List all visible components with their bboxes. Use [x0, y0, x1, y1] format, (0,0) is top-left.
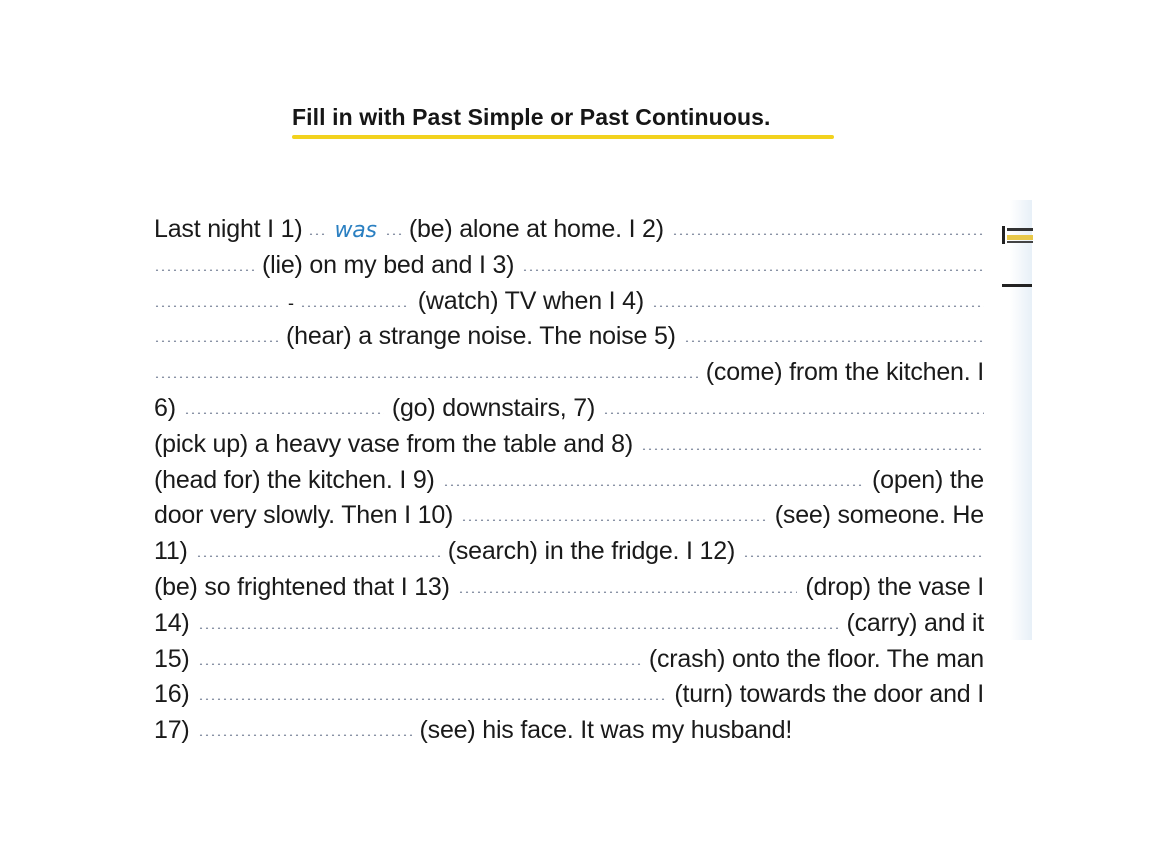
line-10-text-b: (search) in the fridge. I 12) [447, 537, 736, 566]
blank-12[interactable] [743, 555, 984, 557]
blank-1-trail [385, 233, 405, 235]
blank-3-cont-b[interactable] [300, 305, 410, 307]
line-1-text-b: (be) alone at home. I 2) [408, 215, 664, 243]
blank-16[interactable] [198, 698, 667, 700]
blank-13[interactable] [458, 591, 798, 593]
line-8-text-b: (open) the [872, 465, 984, 494]
text-line-6 [154, 391, 984, 427]
adjacent-page-mark [1002, 226, 1035, 244]
blank-8[interactable] [641, 448, 984, 450]
blank-2-cont[interactable] [154, 269, 254, 271]
line-8-text-a: (head for) the kitchen. I 9) [154, 465, 435, 494]
adjacent-page-mark-bar-c [1007, 241, 1033, 243]
blank-4[interactable] [652, 305, 984, 307]
line-13-text-a: 15) [154, 644, 190, 673]
line-12-text-b: (carry) and it [846, 608, 984, 637]
adjacent-page-mark-bar-b [1007, 235, 1033, 240]
text-line-1 [154, 212, 984, 248]
blank-6[interactable] [184, 412, 384, 414]
text-line-2 [154, 248, 984, 284]
text-line-10 [154, 534, 984, 570]
line-2-text: (lie) on my bed and I 3) [262, 250, 515, 279]
text-line-15 [154, 713, 984, 749]
stray-dash: - [288, 292, 294, 313]
blank-15[interactable] [198, 663, 641, 665]
line-11-text-a: (be) so frightened that I 13) [154, 572, 450, 601]
page-edge-shadow [1010, 200, 1032, 640]
blank-5-cont[interactable] [154, 376, 698, 378]
blank-4-cont[interactable] [154, 340, 278, 342]
line-7-text: (pick up) a heavy vase from the table and 8) [154, 429, 633, 458]
line-6-text-a: 6) [154, 393, 176, 422]
line-10-text-a: 11) [154, 537, 188, 566]
line-9-text-a: door very slowly. Then I 10) [154, 501, 454, 530]
blank-17[interactable] [198, 734, 412, 736]
title-underline [292, 135, 834, 139]
line-4-text: (hear) a strange noise. The noise 5) [286, 322, 676, 351]
blank-5[interactable] [684, 340, 984, 342]
blank-2[interactable] [672, 233, 984, 235]
exercise-title-block [292, 104, 834, 139]
blank-1-answer: was [334, 218, 377, 243]
exercise-text [154, 212, 984, 749]
line-15-text-a: 17) [154, 716, 190, 745]
adjacent-page-mark-bar-a [1007, 228, 1033, 231]
text-line-14 [154, 677, 984, 713]
text-line-4 [154, 319, 984, 355]
blank-7[interactable] [603, 412, 984, 414]
blank-3-cont-a[interactable] [154, 305, 282, 307]
blank-11[interactable] [196, 555, 440, 557]
line-5-text: (come) from the kitchen. I [705, 358, 984, 387]
line-13-text-b: (crash) onto the floor. The man [648, 644, 984, 673]
text-line-11 [154, 570, 984, 606]
text-line-5 [154, 355, 984, 391]
line-14-text-a: 16) [154, 680, 190, 709]
line-1-text-a: Last night I 1) [154, 215, 303, 243]
line-9-text-b: (see) someone. He [774, 501, 984, 530]
blank-3[interactable] [522, 269, 984, 271]
line-3-text: (watch) TV when I 4) [417, 286, 644, 315]
text-line-13 [154, 642, 984, 678]
adjacent-page-rule [1002, 284, 1032, 287]
text-line-12 [154, 606, 984, 642]
line-11-text-b: (drop) the vase I [805, 572, 984, 601]
exercise-title: Fill in with Past Simple or Past Continuous. [292, 104, 771, 130]
text-line-9 [154, 498, 984, 534]
text-line-8 [154, 463, 984, 499]
blank-1-lead [308, 233, 328, 235]
line-6-text-b: (go) downstairs, 7) [391, 393, 596, 422]
text-line-7 [154, 427, 984, 463]
blank-14[interactable] [198, 627, 839, 629]
text-line-3 [154, 284, 984, 320]
blank-9[interactable] [443, 484, 864, 486]
blank-10[interactable] [461, 519, 767, 521]
line-15-text-b: (see) his face. It was my husband! [419, 716, 793, 745]
line-14-text-b: (turn) towards the door and I [674, 680, 984, 709]
line-12-text-a: 14) [154, 608, 190, 637]
